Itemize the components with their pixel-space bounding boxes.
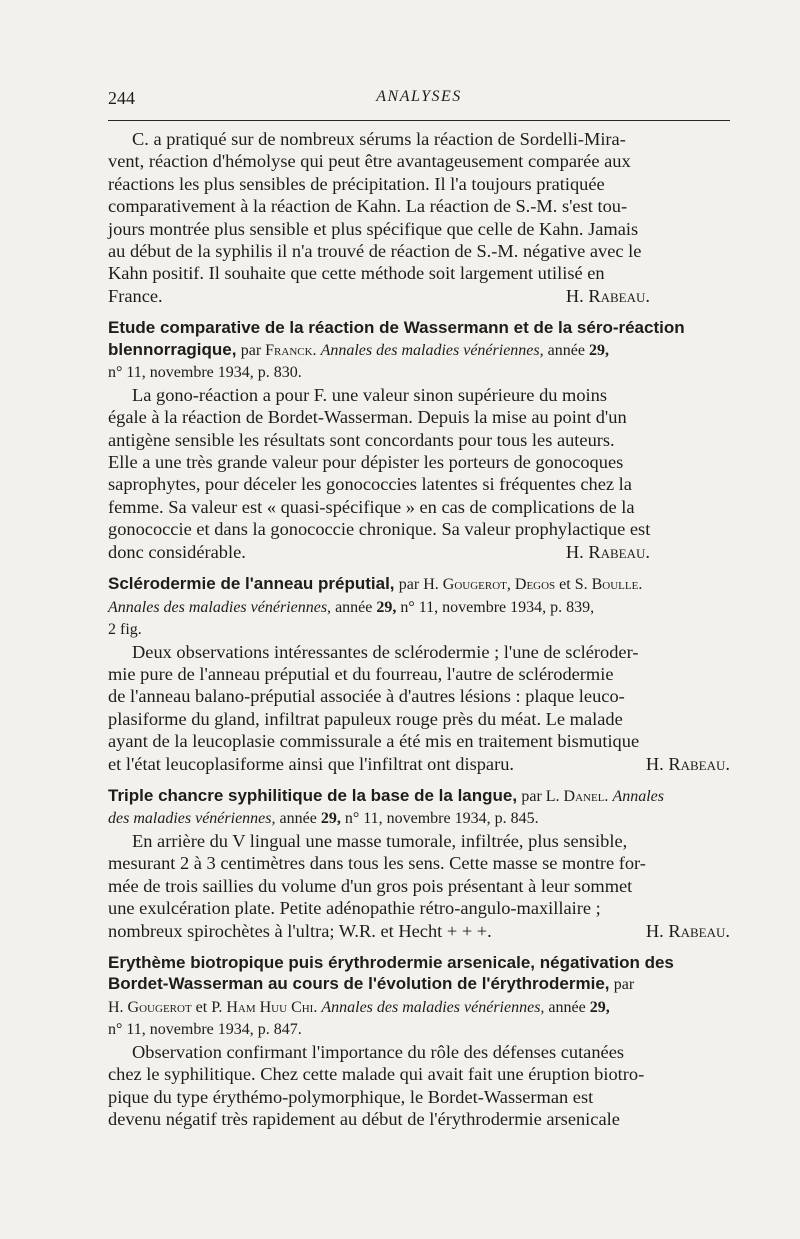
entry-heading [108,317,730,384]
issue-info: n° 11, novembre 1934, p. 830. [108,364,302,382]
entry-citation: par H. Gougerot et P. Ham Huu Chi. Annales des maladies vénériennes, année 29, n° 11, novembre 1934, p. 847. [108,976,635,1039]
journal-name: Annales [612,787,664,805]
reviewer-signature: H. Rabeau. [645,753,730,774]
text-line: égale à la réaction de Bordet-Wasserman. Depuis la mise au point d'un [108,407,627,428]
running-title: ANALYSES [376,88,462,105]
text-line: jours montrée plus sensible et plus spécifique que celle de Kahn. Jamais [108,218,639,239]
abstract-entry-1 [108,317,730,563]
text-line: ayant de la leucoplasie commissurale a été mis en traitement bismutique [108,731,640,752]
text-line: En arrière du V lingual une masse tumorale, infiltrée, plus sensible, [132,830,628,851]
text-line-end: et l'état leucoplasiforme ainsi que l'infiltrat ont disparu. [108,753,514,774]
text-line-end: nombreux spirochètes à l'ultra; W.R. et Hecht + + +. [108,920,492,941]
text-line-signed [108,285,730,307]
abstract-entry-4 [108,952,730,1131]
figure-count: 2 fig. [108,621,142,638]
volume-number: 29, [376,598,397,616]
entry-title: Triple chancre syphilitique de la base de la langue, [108,785,518,805]
intro-paragraph [108,128,730,307]
text-line: Kahn positif. Il souhaite que cette méthode soit largement utilisé en [108,263,605,284]
journal-name: Annales des maladies vénériennes, [108,598,332,616]
text-line: Elle a une très grande valeur pour dépister les porteurs de gonocoques [108,451,624,472]
page-body [108,128,730,1131]
text-line: au début de la syphilis il n'a trouvé de réaction de S.-M. négative avec le [108,241,642,262]
entry-title-cont: Bordet-Wasserman au cours de l'évolution de l'érythrodermie, [108,974,610,994]
text-line: Deux observations intéressantes de sclérodermie ; l'une de scléroder- [132,641,639,662]
entry-title-cont: blennorragique, [108,339,237,359]
text-line: pique du type érythémo-polymorphique, le Bordet-Wasserman est [108,1086,594,1107]
text-line: de l'anneau balano-préputial associée à d'autres lésions : plaque leuco- [108,686,625,707]
entry-heading [108,573,730,641]
entry-title: Erythème biotropique puis érythrodermie arsenicale, négativation des [108,952,674,972]
text-line: gonococcie et dans la gonococcie chronique. Sa valeur prophylactique est [108,519,651,540]
text-line: une exulcération plate. Petite adénopathie rétro-angulo-maxillaire ; [108,898,601,919]
page-number: 244 [108,88,135,108]
journal-name-cont: des maladies vénériennes, [108,810,276,828]
text-line: Observation confirmant l'importance du rôle des défenses cutanées [132,1041,625,1062]
text-line-signed [108,920,730,942]
abstract-entry-2 [108,573,730,775]
text-line: La gono-réaction a pour F. une valeur sinon supérieure du moins [132,384,608,405]
text-line: mesurant 2 à 3 centimètres dans tous les sens. Cette masse se montre for- [108,853,646,874]
volume-number: 29, [588,341,609,359]
entry-citation: par H. Gougerot, Degos et S. Boulle. Annales des maladies vénériennes, année 29, n° 11, novembre 1934, p. 839, 2 fig. [108,576,643,638]
text-line: vent, réaction d'hémolyse qui peut être avantageusement comparée aux [108,151,631,172]
text-line: saprophytes, pour déceler les gonococcies latentes si fréquentes chez la [108,474,632,495]
entry-heading [108,952,730,1041]
entry-citation: par L. Danel. Annales des maladies vénériennes, année 29, n° 11, novembre 1934, p. 845. [108,787,664,828]
text-line: antigène sensible les résultats sont concordants pour tous les auteurs. [108,429,615,450]
text-line-end: donc considérable. [108,541,246,562]
author-name: P. Ham Huu Chi. [211,998,318,1016]
text-line: devenu négatif très rapidement au début de l'érythrodermie arsenicale [108,1109,620,1130]
abstract-entry-3 [108,785,730,942]
text-line-signed [108,541,730,563]
text-line: comparativement à la réaction de Kahn. La réaction de S.-M. s'est tou- [108,196,628,217]
volume-number: 29, [320,810,341,828]
text-line: femme. Sa valeur est « quasi-spécifique » en cas de complications de la [108,496,635,517]
text-line: mie pure de l'anneau préputial et du fourreau, l'autre de sclérodermie [108,663,614,684]
entry-title: Etude comparative de la réaction de Wassermann et de la séro-réaction [108,318,685,338]
author-name: S. Boulle. [574,576,643,593]
entry-title: Sclérodermie de l'anneau préputial, [108,574,395,593]
text-line: C. a pratiqué sur de nombreux sérums la réaction de Sordelli-Mira- [132,129,626,149]
author-name: Franck. [265,341,317,359]
issue-info: n° 11, novembre 1934, p. 839, [400,598,595,616]
text-line: mée de trois saillies du volume d'un gros pois présentant à leur sommet [108,875,633,896]
author-name: H. Gougerot, [423,576,511,593]
text-line-end: France. [108,285,163,306]
text-line-signed [108,753,730,775]
text-line: chez le syphilitique. Chez cette malade qui avait fait une éruption biotro- [108,1064,645,1085]
page-header [108,88,730,112]
reviewer-signature: H. Rabeau. [645,920,730,941]
header-rule [108,120,730,121]
journal-name: Annales des maladies vénériennes, [321,998,545,1016]
issue-info: n° 11, novembre 1934, p. 847. [108,1021,302,1039]
journal-name: Annales des maladies vénériennes, [320,341,544,359]
author-name: Degos [514,576,556,593]
text-line: plasiforme du gland, infiltrat papuleux rouge près du méat. Le malade [108,708,623,729]
author-name: H. Gougerot [108,998,192,1016]
entry-heading [108,785,730,830]
text-line: réactions les plus sensibles de précipitation. Il l'a toujours pratiquée [108,173,605,194]
issue-info: n° 11, novembre 1934, p. 845. [344,810,539,828]
reviewer-signature: H. Rabeau. [565,541,650,562]
volume-number: 29, [589,998,610,1016]
reviewer-signature: H. Rabeau. [565,285,650,306]
author-name: L. Danel. [545,787,609,805]
entry-citation: par Franck. Annales des maladies vénériennes, année 29, n° 11, novembre 1934, p. 830. [108,341,609,382]
